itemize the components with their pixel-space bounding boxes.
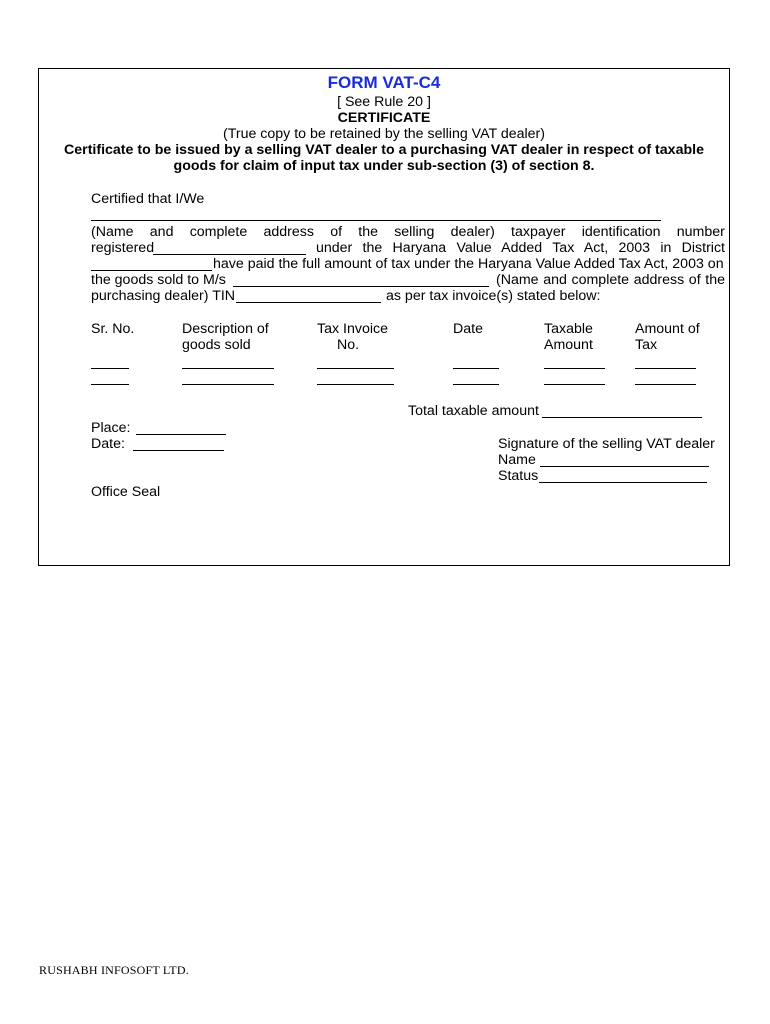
signature-label: Signature of the selling VAT dealer [498, 436, 715, 452]
body-line-4b: (Name and complete address of the [496, 272, 725, 288]
body-line-5b: as per tax invoice(s) stated below: [386, 288, 601, 304]
row1-date-blank[interactable] [453, 368, 499, 369]
date-blank[interactable] [133, 450, 224, 451]
district-blank[interactable] [91, 270, 212, 271]
body-line-4a: the goods sold to M/s [91, 272, 226, 288]
status-label: Status [498, 468, 539, 484]
rule-reference: [ See Rule 20 ] [337, 94, 431, 110]
row1-taxable-blank[interactable] [544, 368, 605, 369]
row1-desc-blank[interactable] [182, 368, 274, 369]
header-description: Description of goods sold [182, 321, 269, 353]
date-label: Date: [91, 436, 125, 452]
body-line-5a: purchasing dealer) TIN [91, 288, 236, 304]
office-seal-label: Office Seal [91, 484, 161, 500]
certificate-heading: CERTIFICATE [337, 110, 431, 126]
row2-date-blank[interactable] [453, 384, 499, 385]
certificate-subheading: (True copy to be retained by the selling VAT dealer) [222, 126, 545, 142]
row2-desc-blank[interactable] [182, 384, 274, 385]
place-label: Place: [91, 420, 131, 436]
purpose-line-1: Certificate to be issued by a selling VAT dealer to a purchasing VAT dealer in respect of taxable [64, 142, 704, 158]
row1-invoice-blank[interactable] [317, 368, 394, 369]
name-label: Name [498, 452, 536, 468]
form-title: FORM VAT-C4 [327, 73, 441, 92]
row2-taxable-blank[interactable] [544, 384, 605, 385]
certified-label: Certified that I/We [91, 191, 205, 207]
header-tax-invoice: Tax Invoice No. [317, 321, 388, 353]
footer-company: RUSHABH INFOSOFT LTD. [39, 963, 189, 977]
row1-sr-blank[interactable] [91, 368, 129, 369]
tin-blank[interactable] [153, 254, 306, 255]
place-blank[interactable] [136, 434, 226, 435]
row2-invoice-blank[interactable] [317, 384, 394, 385]
purchaser-name-blank[interactable] [233, 286, 489, 287]
row2-sr-blank[interactable] [91, 384, 129, 385]
header-amount-of-tax: Amount of Tax [635, 321, 700, 353]
body-line-3: have paid the full amount of tax under the Haryana Value Added Tax Act, 2003 on [213, 256, 724, 272]
purpose-line-2: goods for claim of input tax under sub-section (3) of section 8. [173, 158, 595, 174]
form-vat-c4 [38, 68, 730, 566]
name-blank[interactable] [540, 466, 709, 467]
status-blank[interactable] [539, 482, 707, 483]
header-date: Date [453, 321, 483, 337]
body-line-2a: registered [91, 240, 155, 256]
seller-name-blank[interactable] [91, 220, 661, 221]
header-sr-no: Sr. No. [91, 321, 135, 337]
header-taxable-amount: Taxable Amount [544, 321, 593, 353]
purchaser-tin-blank[interactable] [236, 302, 381, 303]
body-line-1: (Name and complete address of the selling dealer) taxpayer identification number [91, 224, 725, 240]
total-blank[interactable] [542, 417, 702, 418]
body-line-2b: under the Haryana Value Added Tax Act, 2003 in District [316, 240, 725, 256]
row2-tax-blank[interactable] [635, 384, 696, 385]
total-label: Total taxable amount [408, 403, 539, 419]
row1-tax-blank[interactable] [635, 368, 696, 369]
